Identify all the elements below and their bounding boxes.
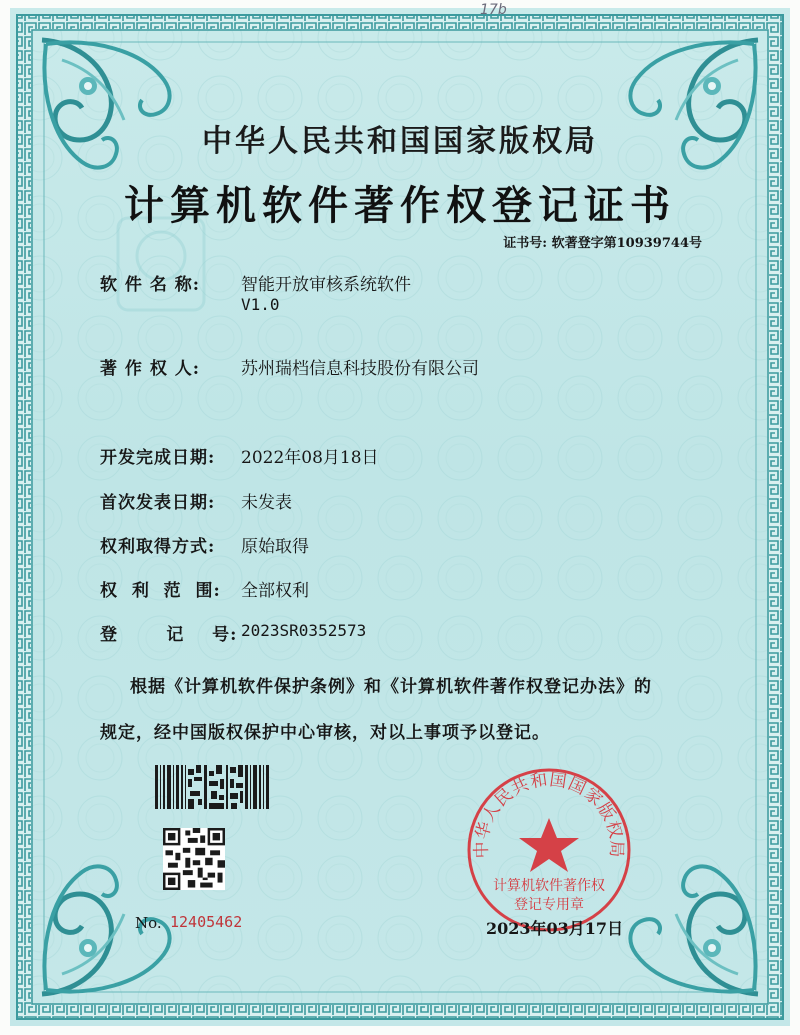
serial-number-value: 12405462 [170, 913, 243, 931]
handwritten-note: 17b [480, 2, 507, 18]
rights-scope-value: 全部权利 [241, 581, 309, 601]
certificate [10, 2, 790, 1026]
dev-completion-date-value: 2022年08月18日 [241, 448, 379, 468]
software-version-value: V1.0 [241, 295, 280, 314]
rights-scope-label: 权 利 范 围: [100, 581, 221, 601]
copyright-owner-value: 苏州瑞档信息科技股份有限公司 [241, 359, 479, 379]
software-name-label: 软 件 名 称: [100, 275, 201, 295]
registration-number-label: 登 记 号: [100, 625, 238, 645]
certificate-number: 证书号: 软著登字第10939744号 [503, 236, 702, 251]
seal-ring-text: 中华人民共和国国家版权局 [471, 770, 627, 859]
official-seal [465, 766, 633, 934]
issuing-authority-title: 中华人民共和国国家版权局 [202, 124, 598, 159]
statement-line-2: 规定，经中国版权保护中心审核，对以上事项予以登记。 [100, 723, 550, 743]
rights-acquisition-label: 权利取得方式: [100, 537, 216, 557]
serial-number-label: No. [135, 914, 162, 932]
rights-acquisition-value: 原始取得 [241, 537, 309, 557]
seal-inner-line-1: 计算机软件著作权 [493, 878, 605, 894]
first-publish-date-value: 未发表 [241, 493, 292, 513]
qr-code [163, 828, 225, 890]
issue-date: 2023年03月17日 [486, 919, 624, 938]
first-publish-date-label: 首次发表日期: [100, 493, 216, 513]
barcode [155, 765, 271, 809]
decorative-frame [10, 8, 790, 1026]
statement-line-1: 根据《计算机软件保护条例》和《计算机软件著作权登记办法》的 [130, 677, 652, 697]
copyright-owner-label: 著 作 权 人: [100, 359, 201, 379]
certificate-title: 计算机软件著作权登记证书 [124, 182, 676, 229]
dev-completion-date-label: 开发完成日期: [100, 448, 216, 468]
seal-inner-line-2: 登记专用章 [514, 897, 584, 913]
software-name-value: 智能开放审核系统软件 [241, 275, 411, 295]
registration-number-value: 2023SR0352573 [241, 621, 367, 640]
